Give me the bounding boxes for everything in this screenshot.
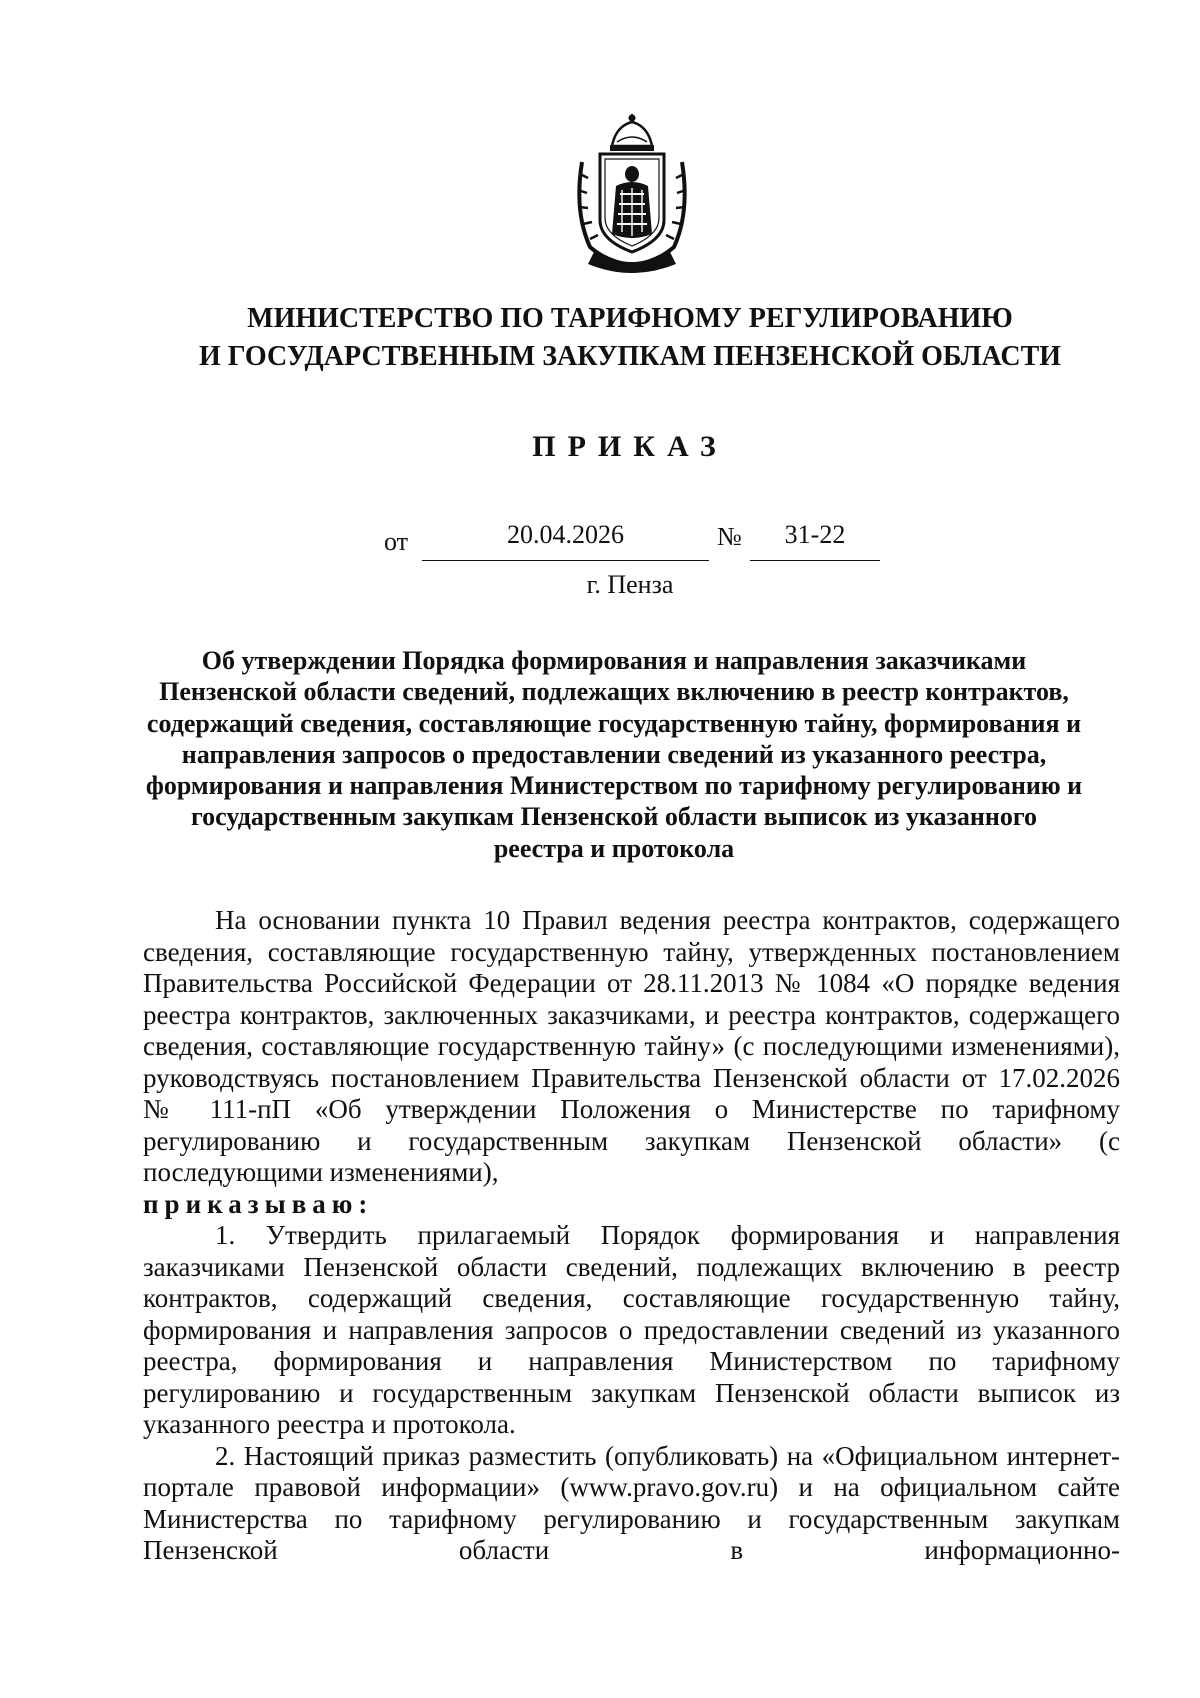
ministry-name-line2: И ГОСУДАРСТВЕННЫМ ЗАКУПКАМ ПЕНЗЕНСКОЙ ОБЛАСТИ <box>198 341 1062 372</box>
document-body <box>143 905 1120 1567</box>
preamble-paragraph <box>143 905 1120 1189</box>
preamble-text: На основании пункта 10 Правил ведения реестра контрактов, содержащего сведения, составляющие государственную тайну, утвержденных постановлением Правительства Российской Федерации от 28.11.2013 № 1084 «О порядке ведения реестра контрактов, заключенных заказчиками, и реестра контрактов, содержащего сведения, составляющие государственную тайну» (с последующими изменениями), руководствуясь постановлением Правительства Пензенской области от 17.02.2026 № 111-пП «Об утверждении Положения о Министерстве по тарифному регулированию и государственным закупкам Пензенской области» (с последующими изменениями), <box>143 905 1120 1187</box>
city-label: г. Пенза <box>586 570 674 599</box>
document-title: Об утверждении Порядка формирования и направления заказчиками Пензенской области сведений, подлежащих включению в реестр контрактов, содержащий сведения, составляющие государственную тайну, формирования и направления запросов о предоставлении сведений из указанного реестра, формирования и направления Министерством по тарифному регулированию и государственным закупкам Пензенской области выписок из указанного реестра и протокола <box>145 646 1083 863</box>
item-2-paragraph: 2. Настоящий приказ разместить (опубликовать) на «Официальном интернет-портале правовой информации» (www.pravo.gov.ru) и на официальном сайте Министерства по тарифному регулированию и государственным закупкам Пензенской области в информационно- <box>143 1440 1120 1565</box>
date-underline <box>422 560 709 561</box>
coat-of-arms-icon <box>572 112 692 278</box>
ministry-name-line1: МИНИСТЕРСТВО ПО ТАРИФНОМУ РЕГУЛИРОВАНИЮ <box>247 303 1013 334</box>
document-type-heading: ПРИКАЗ <box>532 430 728 463</box>
ministry-name <box>90 300 1170 376</box>
coat-of-arms-emblem <box>572 112 692 278</box>
number-sign-label: № <box>717 522 742 551</box>
item-1-paragraph: 1. Утвердить прилагаемый Порядок формирования и направления заказчиками Пензенской области сведений, подлежащих включению в реестр контрактов, содержащий сведения, составляющие государственную тайну, формирования и направления запросов о предоставлении сведений из указанного реестра, формирования и направления Министерством по тарифному регулированию и государственным закупкам Пензенской области выписок из указанного реестра и протокола. <box>143 1220 1120 1439</box>
document-date: 20.04.2026 <box>507 520 624 549</box>
number-underline <box>750 560 880 561</box>
decree-word-paragraph <box>143 1189 1120 1221</box>
document-number: 31-22 <box>784 520 846 549</box>
decree-word: приказываю: <box>143 1188 374 1219</box>
date-prefix-label: от <box>384 527 409 556</box>
